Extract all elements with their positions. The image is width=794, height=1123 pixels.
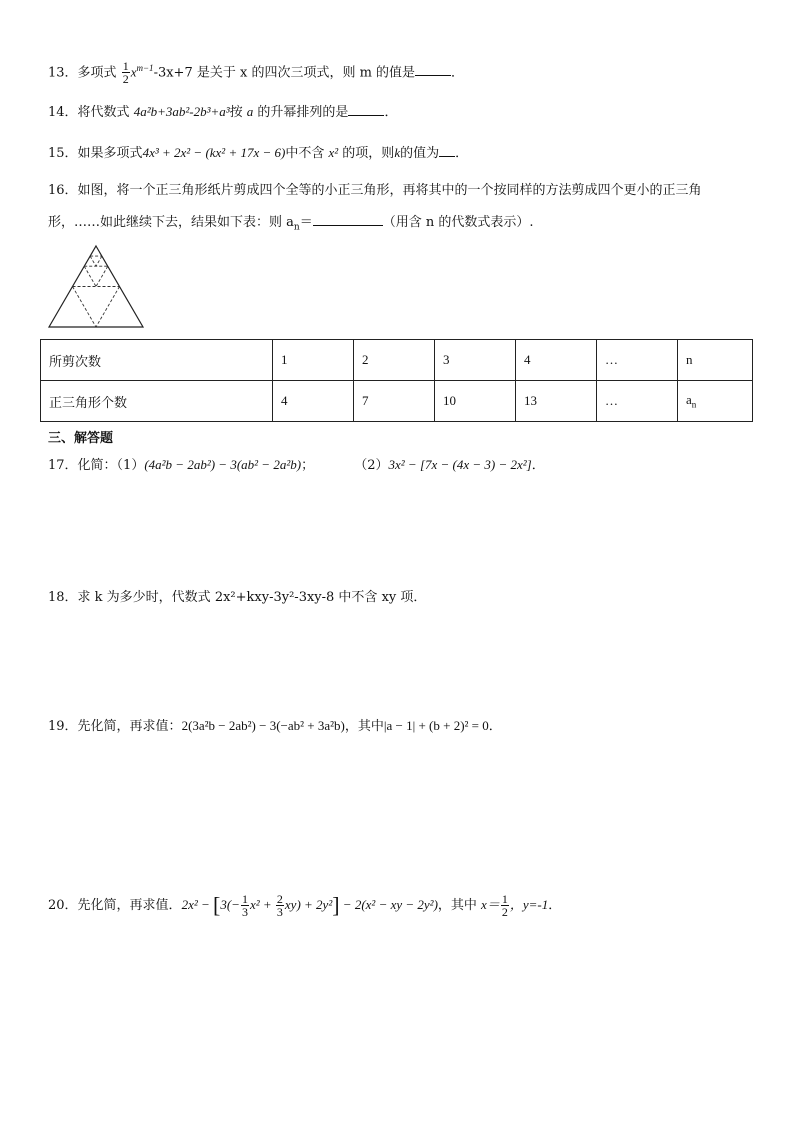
question-15: 15．如果多项式4x³ + 2x² − (kx² + 17x − 6)中不含 x² 的项，则k的值为 ．	[48, 142, 468, 164]
q16-answer-blank[interactable]	[313, 211, 383, 226]
q13-prefix: 多项式	[77, 65, 117, 81]
q15-answer-blank[interactable]	[439, 142, 455, 157]
question-19: 19．先化简，再求值：2(3a²b − 2ab²) − 3(−ab² + 3a²b)，其中|a − 1| + (b + 2)² = 0．	[48, 718, 502, 734]
q19-expression: 2(3a²b − 2ab²) − 3(−ab² + 3a²b)	[181, 718, 345, 733]
question-18: 18．求 k 为多少时，代数式 2x²+kxy-3y²-3xy-8 中不含 xy 项．	[48, 590, 427, 605]
q20-fraction-1: $\frac{1}{3}$	[241, 892, 248, 919]
q13-answer-blank[interactable]	[415, 61, 451, 76]
table-cell: …	[597, 381, 678, 422]
table-row	[41, 381, 753, 422]
table-cell: 所剪次数	[41, 340, 273, 381]
table-cell: 3	[435, 340, 516, 381]
q13-var: x	[130, 64, 137, 80]
table-cell: n	[678, 340, 753, 381]
triangle-figure	[46, 244, 146, 330]
table-cell: 2	[354, 340, 435, 381]
table-cell: 7	[354, 381, 435, 422]
q19-condition: |a − 1| + (b + 2)² = 0	[383, 718, 489, 733]
q13-tail: -3x+7 是关于 x 的四次三项式，则 m 的值是	[153, 65, 416, 81]
section-heading: 三、解答题	[48, 431, 114, 446]
q13-number: 13．	[48, 65, 78, 81]
q14-answer-blank[interactable]	[348, 101, 384, 116]
q17-expression-2: 3x² − [7x − (4x − 3) − 2x²]	[388, 457, 532, 472]
q17-expression-1: (4a²b − 2ab²) − 3(ab² − 2a²b)	[144, 457, 302, 472]
table-cell: 4	[516, 340, 597, 381]
table-cell: 正三角形个数	[41, 381, 273, 422]
q13-exponent: m−1	[136, 63, 154, 73]
question-13: 13．多项式 $\frac{1}{2}$ $x^{m-1}-3x+7$ 是关于 x 的四次三项式，则 m 的值是 ．	[48, 59, 465, 87]
q13-fraction: $\frac{1}{2}$	[122, 59, 129, 87]
table-cell: 1	[273, 340, 354, 381]
question-14: 14．将代数式 4a²b+3ab²-2b³+a³按 a 的升幂排列的是 ．	[48, 101, 397, 123]
table-cell: $a_n$	[678, 381, 753, 422]
cut-count-table	[40, 339, 753, 422]
q15-expression: 4x³ + 2x² − (kx² + 17x − 6)	[142, 145, 286, 160]
q14-expression: 4a²b+3ab²-2b³+a³	[133, 104, 230, 119]
table-cell: …	[597, 340, 678, 381]
table-cell: 10	[435, 381, 516, 422]
question-20: 20．先化简，再求值．2x² − [3(− $\frac{1}{3}$ x² + $\frac{2}{3}$ xy) + 2y²] − 2(x² − xy − 2y²)，其中 x＝ $\frac{1}{2}$ ，y=-1．	[48, 892, 562, 919]
question-16-line2: 形，……如此继续下去，结果如下表：则 $a_n=$ （用含 n 的代数式表示）.	[48, 211, 533, 238]
q20-x-value: $\frac{1}{2}$	[501, 892, 508, 919]
table-cell: 4	[273, 381, 354, 422]
question-16-line1: 16．如图，将一个正三角形纸片剪成四个全等的小正三角形，再将其中的一个按同样的方法剪成四个更小的正三角	[48, 183, 702, 198]
table-cell: 13	[516, 381, 597, 422]
q20-fraction-2: $\frac{2}{3}$	[276, 892, 283, 919]
question-17: 17．化简：（1）(4a²b − 2ab²) − 3(ab² − 2a²b)； （2）3x² − [7x − (4x − 3) − 2x²]．	[48, 457, 545, 473]
table-row	[41, 340, 753, 381]
